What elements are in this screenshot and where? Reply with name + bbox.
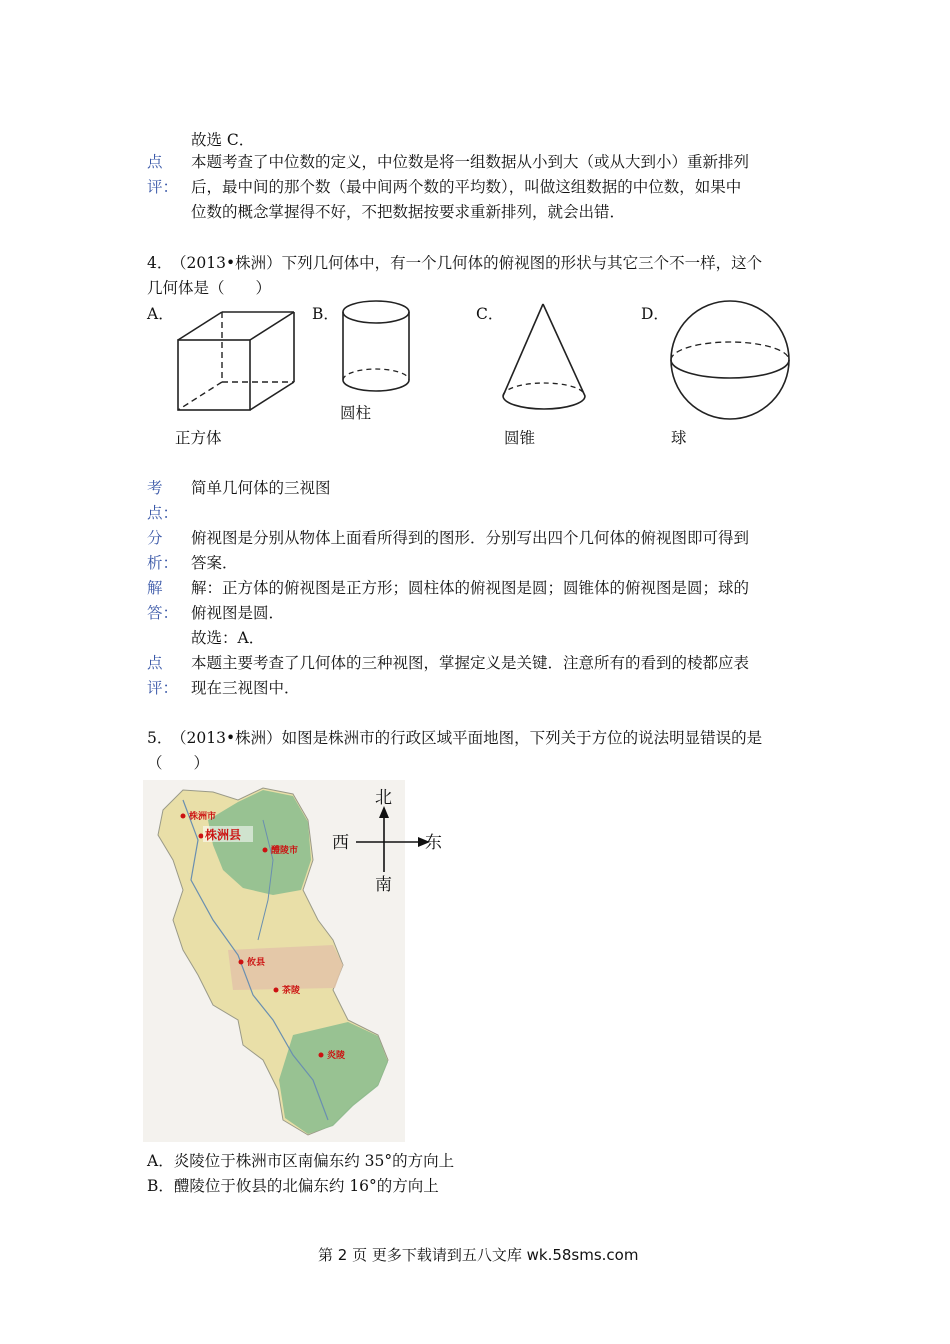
q4-option-c-letter: C． xyxy=(476,305,504,323)
q5-stem-line2: （ ） xyxy=(147,754,210,772)
q4-option-b-caption: 圆柱 xyxy=(340,404,372,422)
q4-dianping-label: 点 评： xyxy=(147,654,179,697)
q4-stem: （2013•株洲）下列几何体中，有一个几何体的俯视图的形状与其它三个不一样，这个 xyxy=(171,254,763,272)
q4-option-d-letter: D． xyxy=(641,305,669,323)
q4-option-b-letter: B． xyxy=(312,305,339,323)
compass-east: 东 xyxy=(425,833,442,853)
city-chaling: 茶陵 xyxy=(282,986,301,996)
q5-option-b: B．醴陵位于攸县的北偏东约 16°的方向上 xyxy=(147,1177,439,1195)
q4-number: 4． xyxy=(147,254,173,272)
compass-west: 西 xyxy=(332,833,349,853)
q3-comment-label: 点 评： xyxy=(147,153,179,196)
q3-comment-text: 本题考查了中位数的定义，中位数是将一组数据从小到大（或从大到小）重新排列 后，最中间的那个数（最中间两个数的平均数），叫做这组数据的中位数，如果中 位数的概念掌握得不好，不把数据按要求重新排列，就会出错． xyxy=(191,153,750,221)
q4-option-a-caption: 正方体 xyxy=(175,429,222,447)
q4-fenxi-text: 俯视图是分别从物体上面看所得到的图形．分别写出四个几何体的俯视图即可得到 答案． xyxy=(191,529,750,572)
q4-option-a-letter: A． xyxy=(147,305,174,323)
city-youxian: 攸县 xyxy=(247,958,266,968)
q4-kaodian-text: 简单几何体的三视图 xyxy=(191,479,331,497)
city-zhuzhou-xian: 株洲县 xyxy=(205,828,242,842)
q4-option-d-caption: 球 xyxy=(671,429,687,447)
q4-option-c-caption: 圆锥 xyxy=(504,429,536,447)
q4-jieda-text: 解：正方体的俯视图是正方形；圆柱体的俯视图是圆；圆锥体的俯视图是圆；球的 俯视图是圆． 故选：A． xyxy=(191,579,750,647)
q4-fenxi-label: 分 析： xyxy=(147,529,179,572)
city-zhuzhou-shi: 株洲市 xyxy=(189,812,217,822)
sphere-icon xyxy=(664,298,796,420)
page-footer: 第 2 页 更多下载请到五八文库 wk.58sms.com xyxy=(318,1246,639,1264)
q5-option-a: A．炎陵位于株洲市区南偏东约 35°的方向上 xyxy=(147,1152,455,1170)
q5-stem: （2013•株洲）如图是株洲市的行政区域平面地图，下列关于方位的说法明显错误的是 xyxy=(171,729,763,747)
cylinder-icon xyxy=(336,298,416,396)
compass-north: 北 xyxy=(375,788,392,808)
q4-stem-line2: 几何体是（ ） xyxy=(147,279,272,297)
q5-number: 5． xyxy=(147,729,173,747)
compass-south: 南 xyxy=(375,875,392,894)
cone-icon xyxy=(495,298,593,416)
compass-rose xyxy=(328,782,448,894)
q4-jieda-label: 解 答： xyxy=(147,579,179,622)
city-yanling: 炎陵 xyxy=(327,1051,346,1061)
q3-choice: 故选 C． xyxy=(191,131,255,149)
q4-dianping-text: 本题主要考查了几何体的三种视图，掌握定义是关键．注意所有的看到的棱都应表 现在三视图中． xyxy=(191,654,750,697)
city-liling: 醴陵市 xyxy=(271,846,299,856)
cube-icon xyxy=(170,308,302,414)
q4-kaodian-label: 考 点： xyxy=(147,479,179,522)
